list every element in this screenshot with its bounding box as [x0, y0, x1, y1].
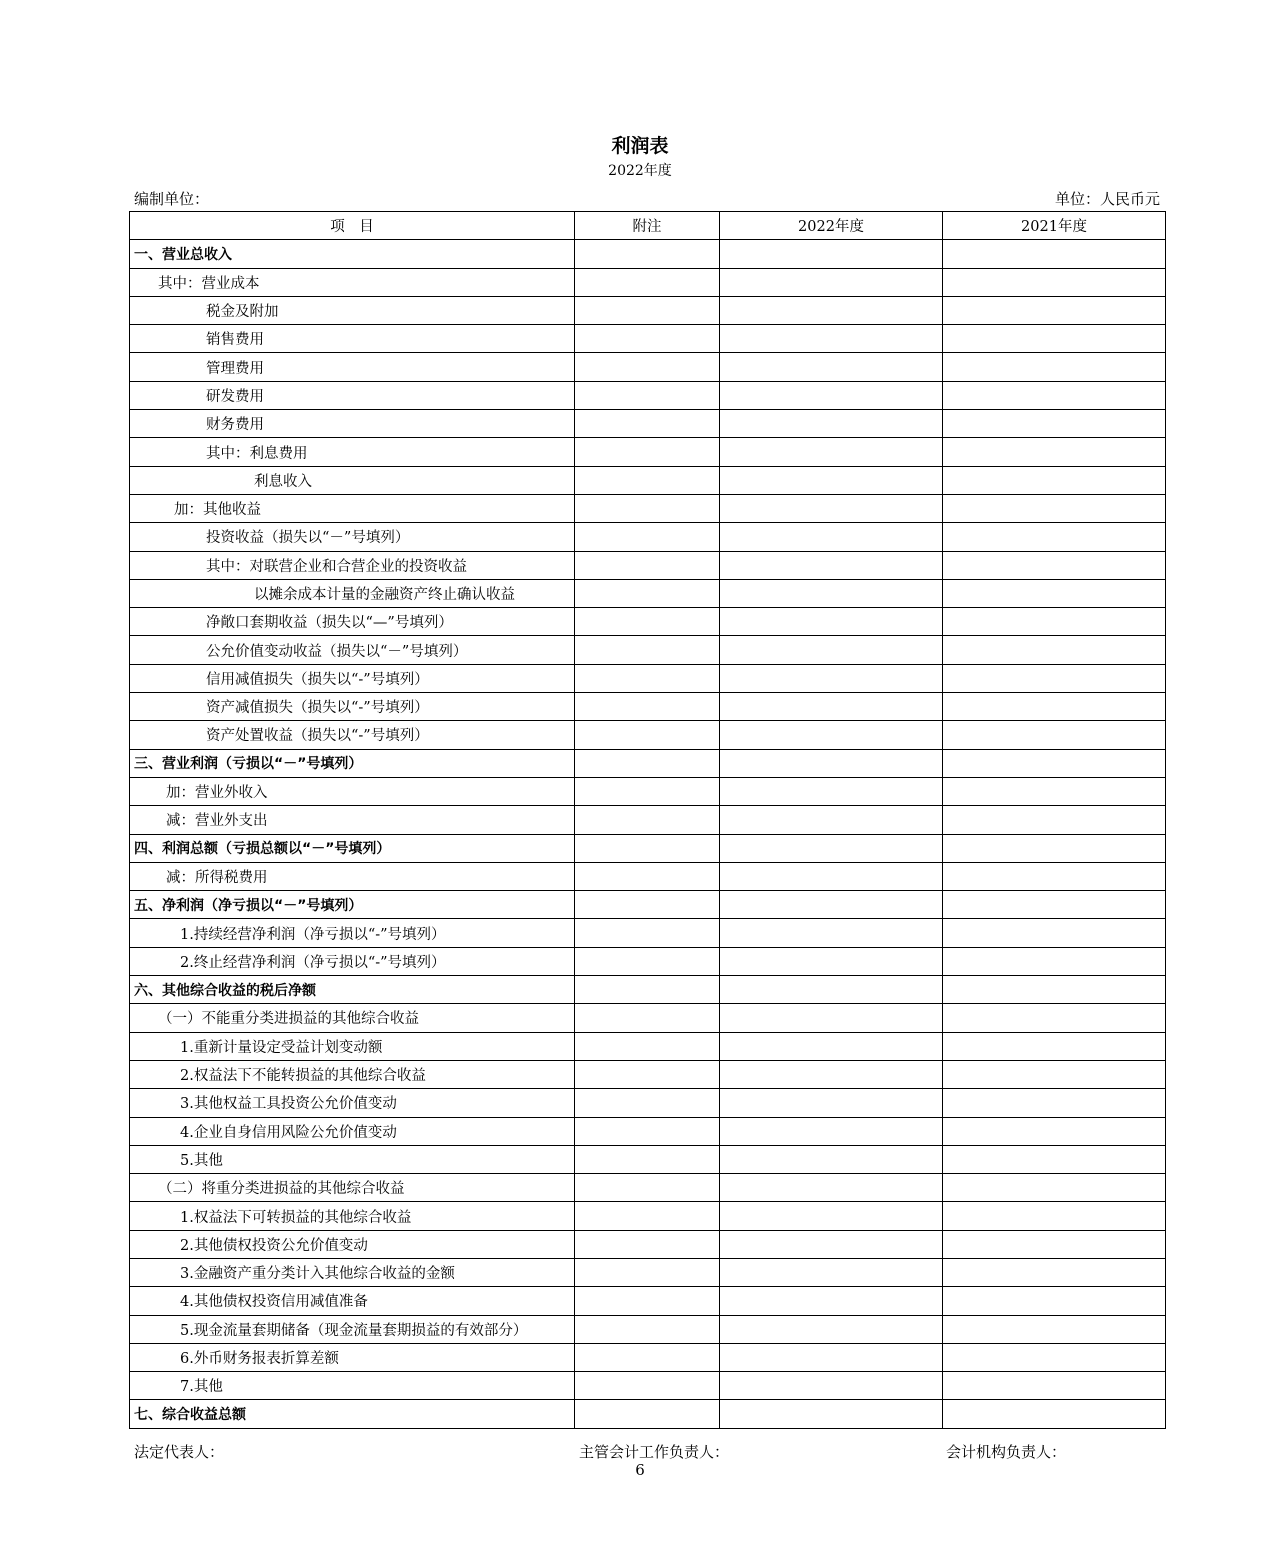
row-label: （二）将重分类进损益的其他综合收益: [130, 1174, 575, 1202]
row-label: 3.其他权益工具投资公允价值变动: [130, 1089, 575, 1117]
row-label: 5.其他: [130, 1145, 575, 1173]
row-label: 资产处置收益（损失以“-”号填列）: [130, 721, 575, 749]
note-cell: [575, 240, 720, 268]
prior-year-cell: [943, 296, 1166, 324]
table-body: [130, 240, 1166, 1428]
row-label: 资产减值损失（损失以“-”号填列）: [130, 693, 575, 721]
row-label: 4.企业自身信用风险公允价值变动: [130, 1117, 575, 1145]
note-cell: [575, 1258, 720, 1286]
row-label: 1.重新计量设定受益计划变动额: [130, 1032, 575, 1060]
current-year-cell: [720, 579, 943, 607]
note-cell: [575, 862, 720, 890]
prior-year-cell: [943, 410, 1166, 438]
table-row: [130, 1202, 1166, 1230]
row-label: 净敞口套期收益（损失以“—”号填列）: [130, 608, 575, 636]
prior-year-cell: [943, 551, 1166, 579]
prior-year-cell: [943, 1174, 1166, 1202]
prior-year-cell: [943, 494, 1166, 522]
note-cell: [575, 410, 720, 438]
prior-year-cell: [943, 919, 1166, 947]
prior-year-cell: [943, 1060, 1166, 1088]
note-cell: [575, 551, 720, 579]
current-year-cell: [720, 353, 943, 381]
current-year-cell: [720, 523, 943, 551]
current-year-cell: [720, 438, 943, 466]
note-cell: [575, 494, 720, 522]
column-header-prior-year: 2021年度: [943, 212, 1166, 240]
note-cell: [575, 1315, 720, 1343]
current-year-cell: [720, 1315, 943, 1343]
current-year-cell: [720, 919, 943, 947]
row-label: 2.终止经营净利润（净亏损以“-”号填列）: [130, 947, 575, 975]
table-row: [130, 1004, 1166, 1032]
accounting-head-label: 主管会计工作负责人：: [579, 1443, 730, 1461]
prior-year-cell: [943, 1032, 1166, 1060]
page-number: 6: [635, 1461, 645, 1479]
current-year-cell: [720, 296, 943, 324]
prior-year-cell: [943, 353, 1166, 381]
note-cell: [575, 438, 720, 466]
prior-year-cell: [943, 325, 1166, 353]
table-row: [130, 494, 1166, 522]
prior-year-cell: [943, 777, 1166, 805]
column-header-item: 项 目: [130, 212, 575, 240]
row-label: 财务费用: [130, 410, 575, 438]
note-cell: [575, 693, 720, 721]
current-year-cell: [720, 466, 943, 494]
note-cell: [575, 1032, 720, 1060]
prior-year-cell: [943, 1287, 1166, 1315]
prior-year-cell: [943, 1089, 1166, 1117]
company-label: 编制单位：: [134, 190, 210, 208]
current-year-cell: [720, 1372, 943, 1400]
table-row: [130, 1372, 1166, 1400]
note-cell: [575, 1202, 720, 1230]
row-label: 销售费用: [130, 325, 575, 353]
table-row: [130, 410, 1166, 438]
row-label: （一）不能重分类进损益的其他综合收益: [130, 1004, 575, 1032]
row-label: 2.其他债权投资公允价值变动: [130, 1230, 575, 1258]
table-row: [130, 1400, 1166, 1428]
current-year-cell: [720, 862, 943, 890]
prior-year-cell: [943, 862, 1166, 890]
row-label: 3.金融资产重分类计入其他综合收益的金额: [130, 1258, 575, 1286]
row-label: 1.权益法下可转损益的其他综合收益: [130, 1202, 575, 1230]
current-year-cell: [720, 1117, 943, 1145]
table-row: [130, 1230, 1166, 1258]
table-row: [130, 664, 1166, 692]
report-period: 2022年度: [608, 163, 672, 179]
table-row: [130, 1174, 1166, 1202]
current-year-cell: [720, 1287, 943, 1315]
currency-unit-label: 单位：人民币元: [1054, 190, 1160, 208]
current-year-cell: [720, 947, 943, 975]
current-year-cell: [720, 777, 943, 805]
table-row: [130, 325, 1166, 353]
prior-year-cell: [943, 721, 1166, 749]
prior-year-cell: [943, 1117, 1166, 1145]
note-cell: [575, 976, 720, 1004]
current-year-cell: [720, 1400, 943, 1428]
row-label: 五、净利润（净亏损以“－”号填列）: [130, 891, 575, 919]
current-year-cell: [720, 1145, 943, 1173]
current-year-cell: [720, 381, 943, 409]
note-cell: [575, 1230, 720, 1258]
row-label: 税金及附加: [130, 296, 575, 324]
table-row: [130, 806, 1166, 834]
prior-year-cell: [943, 1315, 1166, 1343]
prior-year-cell: [943, 1004, 1166, 1032]
table-row: [130, 579, 1166, 607]
table-row: [130, 891, 1166, 919]
current-year-cell: [720, 268, 943, 296]
current-year-cell: [720, 1258, 943, 1286]
row-label: 7.其他: [130, 1372, 575, 1400]
row-label: 1.持续经营净利润（净亏损以“-”号填列）: [130, 919, 575, 947]
row-label: 三、营业利润（亏损以“－”号填列）: [130, 749, 575, 777]
row-label: 投资收益（损失以“－”号填列）: [130, 523, 575, 551]
table-row: [130, 1032, 1166, 1060]
current-year-cell: [720, 834, 943, 862]
prior-year-cell: [943, 438, 1166, 466]
note-cell: [575, 1400, 720, 1428]
prior-year-cell: [943, 1230, 1166, 1258]
table-row: [130, 721, 1166, 749]
note-cell: [575, 381, 720, 409]
row-label: 六、其他综合收益的税后净额: [130, 976, 575, 1004]
table-header-row: [130, 212, 1166, 240]
current-year-cell: [720, 806, 943, 834]
table-row: [130, 353, 1166, 381]
table-row: [130, 693, 1166, 721]
current-year-cell: [720, 494, 943, 522]
current-year-cell: [720, 749, 943, 777]
column-header-current-year: 2022年度: [720, 212, 943, 240]
current-year-cell: [720, 636, 943, 664]
note-cell: [575, 1372, 720, 1400]
prior-year-cell: [943, 523, 1166, 551]
row-label: 减：所得税费用: [130, 862, 575, 890]
table-row: [130, 1089, 1166, 1117]
note-cell: [575, 579, 720, 607]
row-label: 管理费用: [130, 353, 575, 381]
note-cell: [575, 1089, 720, 1117]
note-cell: [575, 523, 720, 551]
prior-year-cell: [943, 1202, 1166, 1230]
row-label: 一、营业总收入: [130, 240, 575, 268]
prior-year-cell: [943, 268, 1166, 296]
current-year-cell: [720, 240, 943, 268]
table-row: [130, 947, 1166, 975]
prior-year-cell: [943, 806, 1166, 834]
row-label: 加：营业外收入: [130, 777, 575, 805]
table-row: [130, 551, 1166, 579]
note-cell: [575, 1343, 720, 1371]
accounting-dept-head-label: 会计机构负责人：: [946, 1443, 1067, 1461]
table-row: [130, 608, 1166, 636]
prior-year-cell: [943, 608, 1166, 636]
prior-year-cell: [943, 1400, 1166, 1428]
table-row: [130, 1060, 1166, 1088]
table-row: [130, 1117, 1166, 1145]
current-year-cell: [720, 1089, 943, 1117]
table-row: [130, 636, 1166, 664]
prior-year-cell: [943, 636, 1166, 664]
note-cell: [575, 268, 720, 296]
report-title: 利润表: [611, 135, 669, 157]
row-label: 其中：利息费用: [130, 438, 575, 466]
row-label: 6.外币财务报表折算差额: [130, 1343, 575, 1371]
row-label: 公允价值变动收益（损失以“－”号填列）: [130, 636, 575, 664]
table-row: [130, 1145, 1166, 1173]
row-label: 信用减值损失（损失以“-”号填列）: [130, 664, 575, 692]
table-row: [130, 523, 1166, 551]
note-cell: [575, 353, 720, 381]
note-cell: [575, 919, 720, 947]
row-label: 其中：对联营企业和合营企业的投资收益: [130, 551, 575, 579]
prior-year-cell: [943, 664, 1166, 692]
row-label: 七、综合收益总额: [130, 1400, 575, 1428]
table-row: [130, 268, 1166, 296]
row-label: 减：营业外支出: [130, 806, 575, 834]
current-year-cell: [720, 693, 943, 721]
prior-year-cell: [943, 976, 1166, 1004]
note-cell: [575, 891, 720, 919]
prior-year-cell: [943, 1372, 1166, 1400]
note-cell: [575, 1117, 720, 1145]
income-statement-table: [129, 211, 1166, 1429]
row-label: 其中：营业成本: [130, 268, 575, 296]
note-cell: [575, 777, 720, 805]
note-cell: [575, 466, 720, 494]
prior-year-cell: [943, 1258, 1166, 1286]
note-cell: [575, 636, 720, 664]
table-row: [130, 1258, 1166, 1286]
current-year-cell: [720, 1174, 943, 1202]
note-cell: [575, 721, 720, 749]
note-cell: [575, 834, 720, 862]
note-cell: [575, 806, 720, 834]
current-year-cell: [720, 1230, 943, 1258]
row-label: 加：其他收益: [130, 494, 575, 522]
current-year-cell: [720, 1202, 943, 1230]
table-row: [130, 296, 1166, 324]
prior-year-cell: [943, 381, 1166, 409]
current-year-cell: [720, 551, 943, 579]
note-cell: [575, 296, 720, 324]
table-row: [130, 862, 1166, 890]
current-year-cell: [720, 664, 943, 692]
note-cell: [575, 947, 720, 975]
prior-year-cell: [943, 466, 1166, 494]
legal-representative-label: 法定代表人：: [134, 1443, 225, 1461]
note-cell: [575, 749, 720, 777]
current-year-cell: [720, 410, 943, 438]
current-year-cell: [720, 976, 943, 1004]
note-cell: [575, 325, 720, 353]
note-cell: [575, 664, 720, 692]
prior-year-cell: [943, 1145, 1166, 1173]
row-label: 以摊余成本计量的金融资产终止确认收益: [130, 579, 575, 607]
current-year-cell: [720, 721, 943, 749]
table-row: [130, 919, 1166, 947]
table-row: [130, 438, 1166, 466]
prior-year-cell: [943, 1343, 1166, 1371]
prior-year-cell: [943, 834, 1166, 862]
table-row: [130, 1343, 1166, 1371]
current-year-cell: [720, 1032, 943, 1060]
note-cell: [575, 608, 720, 636]
table-row: [130, 976, 1166, 1004]
current-year-cell: [720, 325, 943, 353]
table-row: [130, 749, 1166, 777]
prior-year-cell: [943, 240, 1166, 268]
row-label: 4.其他债权投资信用减值准备: [130, 1287, 575, 1315]
table-row: [130, 777, 1166, 805]
row-label: 四、利润总额（亏损总额以“－”号填列）: [130, 834, 575, 862]
current-year-cell: [720, 1004, 943, 1032]
row-label: 2.权益法下不能转损益的其他综合收益: [130, 1060, 575, 1088]
note-cell: [575, 1287, 720, 1315]
note-cell: [575, 1060, 720, 1088]
prior-year-cell: [943, 749, 1166, 777]
note-cell: [575, 1145, 720, 1173]
table-row: [130, 834, 1166, 862]
prior-year-cell: [943, 947, 1166, 975]
current-year-cell: [720, 608, 943, 636]
prior-year-cell: [943, 891, 1166, 919]
table-row: [130, 240, 1166, 268]
row-label: 研发费用: [130, 381, 575, 409]
table-row: [130, 381, 1166, 409]
table-row: [130, 1287, 1166, 1315]
table-row: [130, 1315, 1166, 1343]
current-year-cell: [720, 1060, 943, 1088]
note-cell: [575, 1004, 720, 1032]
row-label: 利息收入: [130, 466, 575, 494]
prior-year-cell: [943, 579, 1166, 607]
prior-year-cell: [943, 693, 1166, 721]
table-row: [130, 466, 1166, 494]
current-year-cell: [720, 891, 943, 919]
current-year-cell: [720, 1343, 943, 1371]
note-cell: [575, 1174, 720, 1202]
column-header-note: 附注: [575, 212, 720, 240]
row-label: 5.现金流量套期储备（现金流量套期损益的有效部分）: [130, 1315, 575, 1343]
